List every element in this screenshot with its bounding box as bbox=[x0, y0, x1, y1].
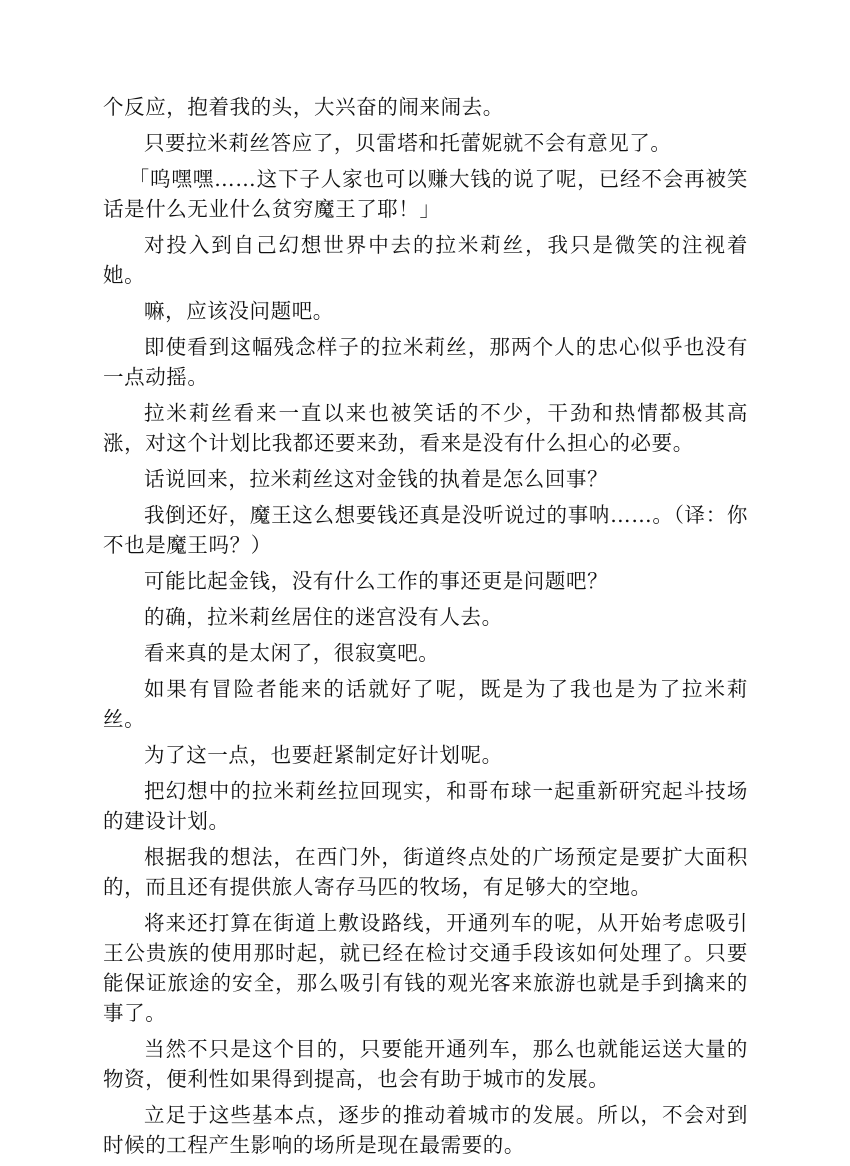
paragraph: 可能比起金钱，没有什么工作的事还更是问题吧？ bbox=[144, 569, 609, 593]
paragraph: 只要拉米莉丝答应了，贝雷塔和托蕾妮就不会有意见了。 bbox=[144, 131, 672, 155]
paragraph: 个反应，抱着我的头，大兴奋的闹来闹去。 bbox=[103, 95, 504, 119]
document-page bbox=[103, 92, 748, 1166]
paragraph: 将来还打算在街道上敷设路线，开通列车的呢，从开始考虑吸引王公贵族的使用那时起，就已经在检讨交通手段该如何处理了。只要能保证旅途的安全，那么吸引有钱的观光客来旅游也就是手到擒来的事了。 bbox=[103, 911, 748, 1025]
paragraph: 为了这一点，也要赶紧制定好计划呢。 bbox=[144, 743, 503, 767]
paragraph: 对投入到自己幻想世界中去的拉米莉丝，我只是微笑的注视着她。 bbox=[103, 233, 748, 287]
paragraph: 立足于这些基本点，逐步的推动着城市的发展。所以，不会对到时候的工程产生影响的场所是现在最需要的。 bbox=[103, 1103, 748, 1157]
paragraph: 当然不只是这个目的，只要能开通列车，那么也就能运送大量的物资，便利性如果得到提高，也会有助于城市的发展。 bbox=[103, 1037, 748, 1091]
paragraph: 即使看到这幅残念样子的拉米莉丝，那两个人的忠心似乎也没有一点动摇。 bbox=[103, 335, 748, 389]
paragraph: 看来真的是太闲了，很寂寞吧。 bbox=[144, 641, 440, 665]
paragraph: 我倒还好，魔王这么想要钱还真是没听说过的事呐……。（译：你不也是魔王吗？） bbox=[103, 503, 748, 557]
paragraph: 话说回来，拉米莉丝这对金钱的执着是怎么回事？ bbox=[144, 467, 609, 491]
paragraph: 根据我的想法，在西门外，街道终点处的广场预定是要扩大面积的，而且还有提供旅人寄存马匹的牧场，有足够大的空地。 bbox=[103, 845, 748, 899]
paragraph-dialogue: 「呜嘿嘿……这下子人家也可以赚大钱的说了呢，已经不会再被笑话是什么无业什么贫穷魔王了耶！」 bbox=[103, 167, 748, 221]
paragraph: 拉米莉丝看来一直以来也被笑话的不少，干劲和热情都极其高涨，对这个计划比我都还要来劲，看来是没有什么担心的必要。 bbox=[103, 401, 748, 455]
paragraph: 把幻想中的拉米莉丝拉回现实，和哥布球一起重新研究起斗技场的建设计划。 bbox=[103, 779, 748, 833]
paragraph: 如果有冒险者能来的话就好了呢，既是为了我也是为了拉米莉丝。 bbox=[103, 677, 748, 731]
paragraph: 嘛，应该没问题吧。 bbox=[144, 299, 334, 323]
paragraph: 的确，拉米莉丝居住的迷宫没有人去。 bbox=[144, 605, 503, 629]
